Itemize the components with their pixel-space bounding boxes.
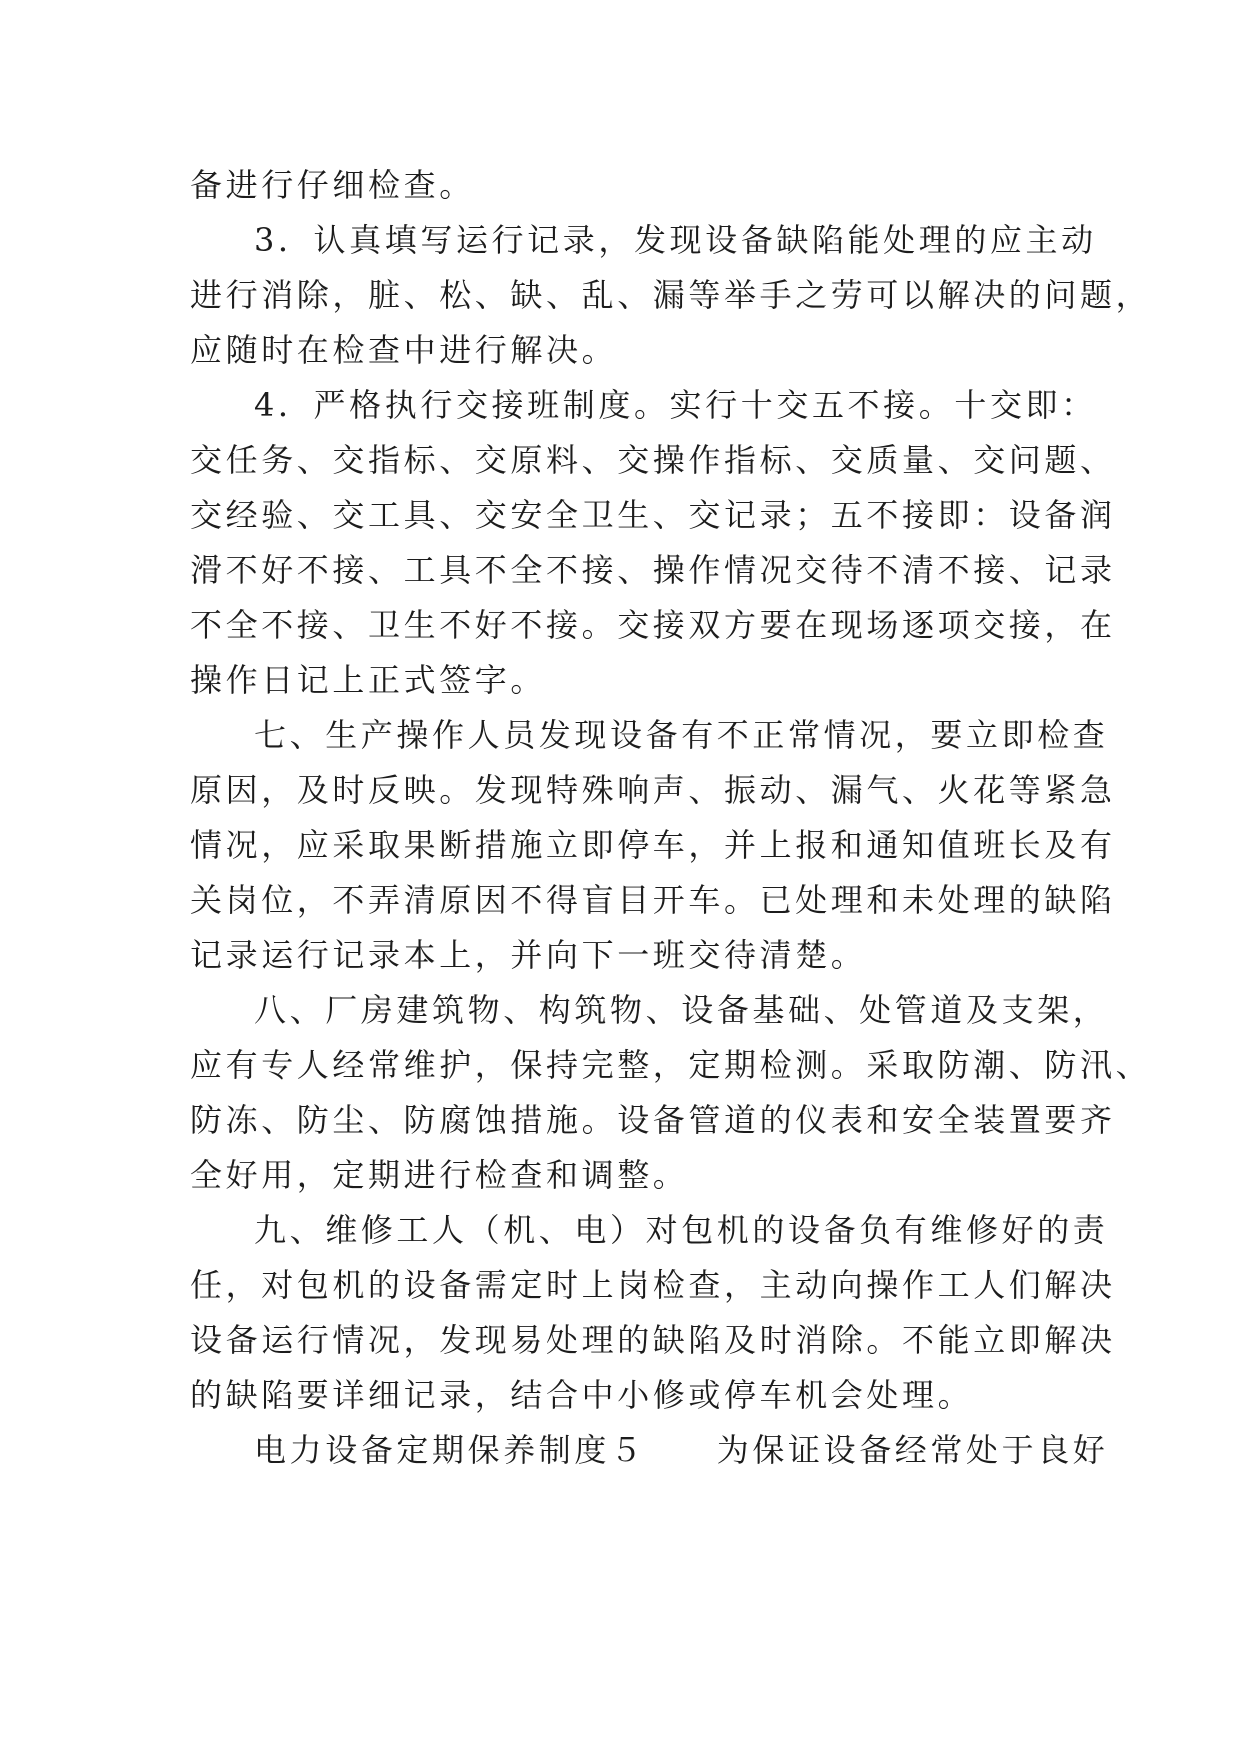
- text-line: 八、厂房建筑物、构筑物、设备基础、处管道及支架，: [254, 991, 1109, 1029]
- text-line: 3．认真填写运行记录，发现设备缺陷能处理的应主动: [254, 221, 1097, 259]
- text-line: 交任务、交指标、交原料、交操作指标、交质量、交问题、: [190, 441, 1116, 479]
- text-line: 情况，应采取果断措施立即停车，并上报和通知值班长及有: [190, 826, 1116, 864]
- text-line: 电力设备定期保养制度５ 为保证设备经常处于良好: [254, 1431, 1109, 1469]
- text-line: 滑不好不接、工具不全不接、操作情况交待不清不接、记录: [190, 551, 1116, 589]
- text-line: 操作日记上正式签字。: [190, 661, 547, 699]
- text-line: 防冻、防尘、防腐蚀措施。设备管道的仪表和安全装置要齐: [190, 1101, 1116, 1139]
- text-line: 任，对包机的设备需定时上岗检查，主动向操作工人们解决: [190, 1266, 1116, 1304]
- text-line: 七、生产操作人员发现设备有不正常情况，要立即检查: [254, 716, 1109, 754]
- text-line: 交经验、交工具、交安全卫生、交记录；五不接即：设备润: [190, 496, 1116, 534]
- text-line: 九、维修工人（机、电）对包机的设备负有维修好的责: [254, 1211, 1109, 1249]
- text-line: 不全不接、卫生不好不接。交接双方要在现场逐项交接，在: [190, 606, 1116, 644]
- text-line: 应随时在检查中进行解决。: [190, 331, 618, 369]
- text-line: 备进行仔细检查。: [190, 166, 475, 204]
- text-line: 记录运行记录本上，并向下一班交待清楚。: [190, 936, 867, 974]
- text-line: 全好用，定期进行检查和调整。: [190, 1156, 689, 1194]
- text-line: 进行消除，脏、松、缺、乱、漏等举手之劳可以解决的问题，: [190, 276, 1152, 314]
- text-line: 原因，及时反映。发现特殊响声、振动、漏气、火花等紧急: [190, 771, 1116, 809]
- text-line: 关岗位，不弄清原因不得盲目开车。已处理和未处理的缺陷: [190, 881, 1116, 919]
- text-line: 设备运行情况，发现易处理的缺陷及时消除。不能立即解决: [190, 1321, 1116, 1359]
- text-line: 4．严格执行交接班制度。实行十交五不接。十交即：: [254, 386, 1097, 424]
- text-line: 应有专人经常维护，保持完整，定期检测。采取防潮、防汛、: [190, 1046, 1152, 1084]
- text-line: 的缺陷要详细记录，结合中小修或停车机会处理。: [190, 1376, 974, 1414]
